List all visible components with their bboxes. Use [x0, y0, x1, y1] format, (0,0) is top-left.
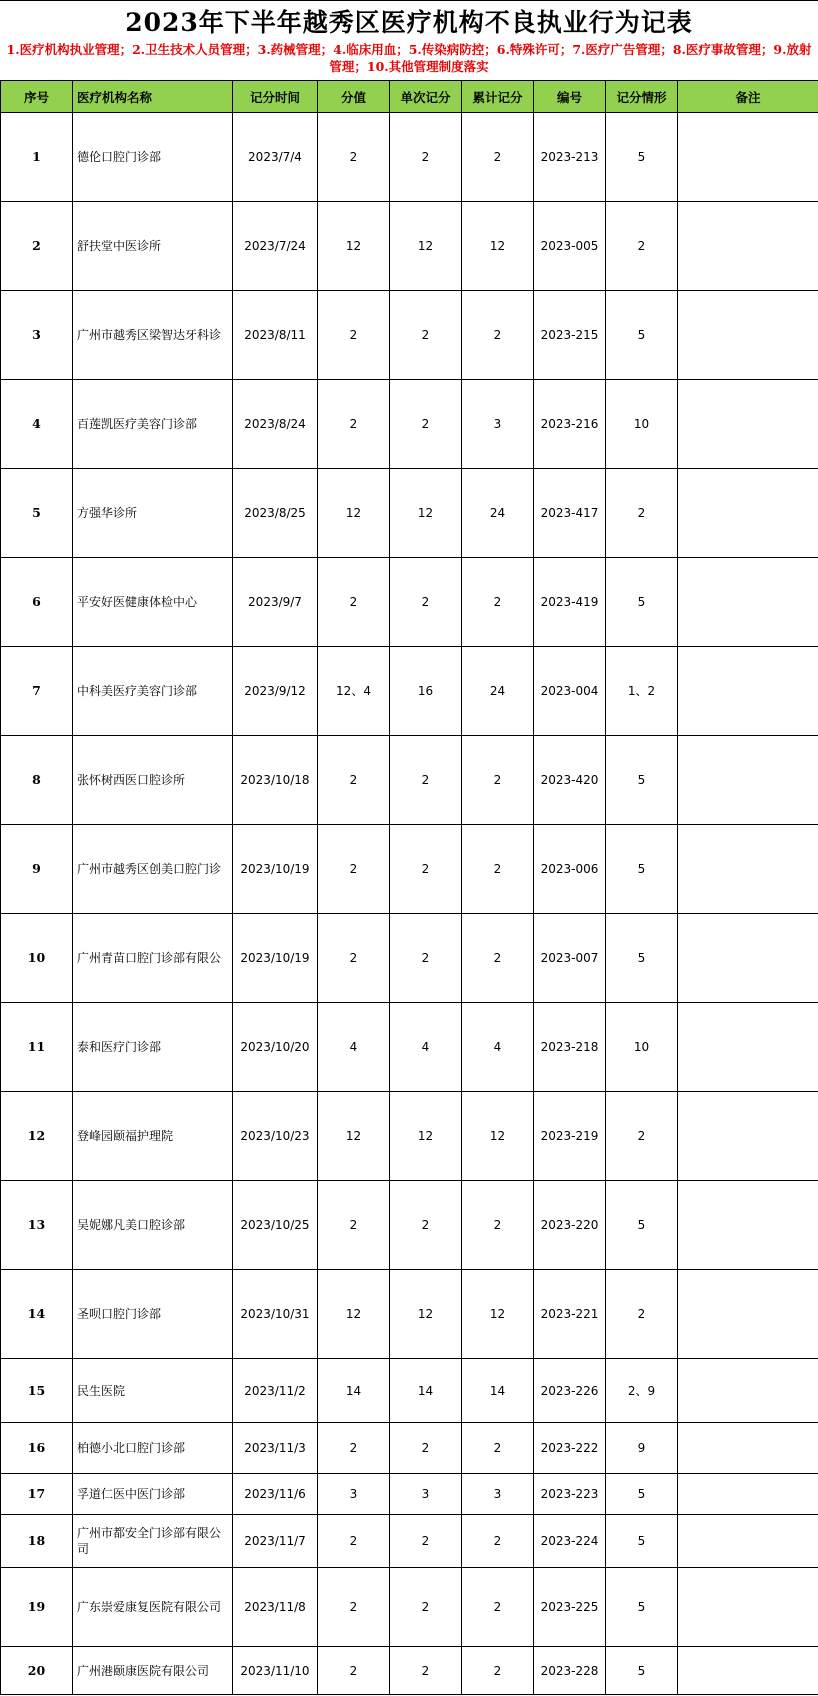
cell-seq: 15 [1, 1359, 73, 1423]
cell-name: 孚道仁医中医门诊部 [73, 1474, 233, 1515]
cell-seq: 19 [1, 1568, 73, 1647]
cell-name: 广州市越秀区梁智达牙科诊 [73, 291, 233, 380]
cell-name: 泰和医疗门诊部 [73, 1003, 233, 1092]
cell-name: 百莲凯医疗美容门诊部 [73, 380, 233, 469]
cell-situation: 5 [606, 113, 678, 202]
cell-single: 14 [390, 1359, 462, 1423]
cell-code: 2023-222 [534, 1423, 606, 1474]
cell-remark [678, 1359, 818, 1423]
cell-situation: 5 [606, 1181, 678, 1270]
cell-situation: 5 [606, 1474, 678, 1515]
cell-seq: 1 [1, 113, 73, 202]
cell-score: 2 [318, 736, 390, 825]
table-row [1, 825, 818, 914]
table-row [1, 1181, 818, 1270]
cell-seq: 9 [1, 825, 73, 914]
cell-code: 2023-224 [534, 1515, 606, 1568]
cell-cumulative: 2 [462, 736, 534, 825]
cell-seq: 2 [1, 202, 73, 291]
cell-cumulative: 14 [462, 1359, 534, 1423]
cell-cumulative: 3 [462, 380, 534, 469]
cell-score: 12 [318, 1092, 390, 1181]
cell-remark [678, 1568, 818, 1647]
cell-cumulative: 2 [462, 1647, 534, 1695]
cell-code: 2023-004 [534, 647, 606, 736]
cell-time: 2023/11/8 [233, 1568, 318, 1647]
table-row [1, 469, 818, 558]
cell-remark [678, 736, 818, 825]
header-remark: 备注 [678, 81, 818, 113]
cell-name: 广州市越秀区创美口腔门诊 [73, 825, 233, 914]
table-row [1, 1423, 818, 1474]
cell-situation: 1、2 [606, 647, 678, 736]
cell-single: 2 [390, 1568, 462, 1647]
cell-name: 舒扶堂中医诊所 [73, 202, 233, 291]
cell-remark [678, 380, 818, 469]
cell-name: 登峰园颐福护理院 [73, 1092, 233, 1181]
cell-time: 2023/10/19 [233, 914, 318, 1003]
cell-name: 民生医院 [73, 1359, 233, 1423]
cell-remark [678, 1474, 818, 1515]
cell-situation: 2 [606, 469, 678, 558]
cell-seq: 17 [1, 1474, 73, 1515]
cell-single: 2 [390, 736, 462, 825]
cell-situation: 10 [606, 1003, 678, 1092]
cell-code: 2023-419 [534, 558, 606, 647]
cell-single: 12 [390, 469, 462, 558]
cell-situation: 5 [606, 558, 678, 647]
table-row [1, 291, 818, 380]
cell-score: 12 [318, 469, 390, 558]
header-cumulative: 累计记分 [462, 81, 534, 113]
category-legend: 1.医疗机构执业管理；2.卫生技术人员管理；3.药械管理；4.临床用血；5.传染病防控；6.特殊许可；7.医疗广告管理；8.医疗事故管理；9.放射管理；10.其他管理制度落实 [6, 42, 812, 74]
cell-cumulative: 4 [462, 1003, 534, 1092]
table-row [1, 558, 818, 647]
cell-cumulative: 24 [462, 469, 534, 558]
cell-code: 2023-007 [534, 914, 606, 1003]
cell-cumulative: 2 [462, 1515, 534, 1568]
header-single: 单次记分 [390, 81, 462, 113]
table-row [1, 1515, 818, 1568]
cell-time: 2023/11/10 [233, 1647, 318, 1695]
cell-remark [678, 1423, 818, 1474]
table-row [1, 736, 818, 825]
cell-cumulative: 2 [462, 914, 534, 1003]
cell-name: 广东崇爱康复医院有限公司 [73, 1568, 233, 1647]
cell-remark [678, 1647, 818, 1695]
cell-single: 2 [390, 914, 462, 1003]
header-time: 记分时间 [233, 81, 318, 113]
cell-name: 吴妮娜凡美口腔诊部 [73, 1181, 233, 1270]
cell-situation: 10 [606, 380, 678, 469]
cell-cumulative: 2 [462, 113, 534, 202]
header-situation: 记分情形 [606, 81, 678, 113]
cell-name: 中科美医疗美容门诊部 [73, 647, 233, 736]
cell-time: 2023/10/25 [233, 1181, 318, 1270]
cell-remark [678, 825, 818, 914]
cell-seq: 5 [1, 469, 73, 558]
cell-name: 圣呗口腔门诊部 [73, 1270, 233, 1359]
records-table [0, 80, 818, 1695]
cell-name: 广州港颐康医院有限公司 [73, 1647, 233, 1695]
cell-seq: 8 [1, 736, 73, 825]
cell-time: 2023/10/19 [233, 825, 318, 914]
cell-code: 2023-006 [534, 825, 606, 914]
table-row [1, 1474, 818, 1515]
cell-seq: 16 [1, 1423, 73, 1474]
cell-score: 2 [318, 380, 390, 469]
cell-cumulative: 2 [462, 1423, 534, 1474]
cell-remark [678, 558, 818, 647]
header-row [1, 81, 818, 113]
cell-seq: 18 [1, 1515, 73, 1568]
cell-situation: 2 [606, 202, 678, 291]
cell-remark [678, 1092, 818, 1181]
cell-cumulative: 12 [462, 202, 534, 291]
cell-time: 2023/11/3 [233, 1423, 318, 1474]
cell-name: 广州市都安全门诊部有限公司 [73, 1515, 233, 1568]
cell-time: 2023/8/24 [233, 380, 318, 469]
cell-score: 12 [318, 202, 390, 291]
cell-seq: 6 [1, 558, 73, 647]
cell-score: 2 [318, 1647, 390, 1695]
cell-cumulative: 2 [462, 1181, 534, 1270]
cell-seq: 3 [1, 291, 73, 380]
records-body [1, 113, 818, 1695]
cell-score: 4 [318, 1003, 390, 1092]
cell-cumulative: 24 [462, 647, 534, 736]
cell-time: 2023/9/12 [233, 647, 318, 736]
cell-score: 2 [318, 914, 390, 1003]
cell-situation: 5 [606, 1515, 678, 1568]
cell-score: 2 [318, 1515, 390, 1568]
cell-cumulative: 2 [462, 1568, 534, 1647]
cell-single: 12 [390, 1270, 462, 1359]
cell-name: 广州青苗口腔门诊部有限公 [73, 914, 233, 1003]
cell-situation: 9 [606, 1423, 678, 1474]
cell-code: 2023-213 [534, 113, 606, 202]
cell-seq: 13 [1, 1181, 73, 1270]
cell-single: 2 [390, 1181, 462, 1270]
cell-single: 2 [390, 1647, 462, 1695]
cell-score: 14 [318, 1359, 390, 1423]
cell-remark [678, 113, 818, 202]
table-row [1, 1092, 818, 1181]
cell-time: 2023/11/2 [233, 1359, 318, 1423]
cell-cumulative: 2 [462, 291, 534, 380]
cell-time: 2023/10/18 [233, 736, 318, 825]
cell-remark [678, 1003, 818, 1092]
cell-score: 2 [318, 825, 390, 914]
cell-time: 2023/10/20 [233, 1003, 318, 1092]
cell-name: 平安好医健康体检中心 [73, 558, 233, 647]
header-code: 编号 [534, 81, 606, 113]
cell-time: 2023/9/7 [233, 558, 318, 647]
cell-single: 2 [390, 113, 462, 202]
cell-remark [678, 469, 818, 558]
cell-single: 2 [390, 1515, 462, 1568]
cell-score: 2 [318, 1181, 390, 1270]
cell-cumulative: 2 [462, 825, 534, 914]
cell-score: 2 [318, 558, 390, 647]
cell-remark [678, 291, 818, 380]
cell-code: 2023-223 [534, 1474, 606, 1515]
cell-seq: 4 [1, 380, 73, 469]
table-row [1, 380, 818, 469]
cell-score: 2 [318, 1568, 390, 1647]
cell-time: 2023/8/11 [233, 291, 318, 380]
cell-cumulative: 3 [462, 1474, 534, 1515]
cell-situation: 2、9 [606, 1359, 678, 1423]
cell-remark [678, 202, 818, 291]
cell-single: 12 [390, 202, 462, 291]
cell-code: 2023-005 [534, 202, 606, 291]
cell-score: 12、4 [318, 647, 390, 736]
cell-time: 2023/7/4 [233, 113, 318, 202]
cell-situation: 5 [606, 1647, 678, 1695]
cell-seq: 12 [1, 1092, 73, 1181]
cell-code: 2023-219 [534, 1092, 606, 1181]
cell-remark [678, 647, 818, 736]
cell-single: 2 [390, 558, 462, 647]
cell-code: 2023-420 [534, 736, 606, 825]
table-row [1, 647, 818, 736]
cell-code: 2023-215 [534, 291, 606, 380]
cell-remark [678, 1181, 818, 1270]
table-row [1, 202, 818, 291]
cell-single: 2 [390, 380, 462, 469]
cell-seq: 20 [1, 1647, 73, 1695]
cell-score: 2 [318, 113, 390, 202]
cell-name: 张怀树西医口腔诊所 [73, 736, 233, 825]
table-row [1, 914, 818, 1003]
cell-seq: 10 [1, 914, 73, 1003]
cell-situation: 5 [606, 914, 678, 1003]
cell-score: 2 [318, 1423, 390, 1474]
cell-seq: 14 [1, 1270, 73, 1359]
cell-situation: 5 [606, 291, 678, 380]
cell-single: 12 [390, 1092, 462, 1181]
cell-cumulative: 12 [462, 1270, 534, 1359]
header-name: 医疗机构名称 [73, 81, 233, 113]
cell-score: 12 [318, 1270, 390, 1359]
page-title: 2023年下半年越秀区医疗机构不良执业行为记表 [0, 0, 818, 40]
cell-remark [678, 1515, 818, 1568]
table-row [1, 1359, 818, 1423]
cell-situation: 5 [606, 736, 678, 825]
cell-time: 2023/7/24 [233, 202, 318, 291]
cell-remark [678, 1270, 818, 1359]
cell-code: 2023-218 [534, 1003, 606, 1092]
cell-name: 德伦口腔门诊部 [73, 113, 233, 202]
table-row [1, 1270, 818, 1359]
cell-code: 2023-228 [534, 1647, 606, 1695]
cell-name: 方强华诊所 [73, 469, 233, 558]
cell-code: 2023-220 [534, 1181, 606, 1270]
cell-single: 2 [390, 1423, 462, 1474]
cell-situation: 5 [606, 825, 678, 914]
cell-seq: 7 [1, 647, 73, 736]
cell-name: 柏德小北口腔门诊部 [73, 1423, 233, 1474]
cell-cumulative: 2 [462, 558, 534, 647]
cell-time: 2023/11/7 [233, 1515, 318, 1568]
table-row [1, 1647, 818, 1695]
cell-situation: 2 [606, 1092, 678, 1181]
cell-single: 3 [390, 1474, 462, 1515]
cell-situation: 5 [606, 1568, 678, 1647]
header-seq: 序号 [1, 81, 73, 113]
table-row [1, 1003, 818, 1092]
cell-remark [678, 914, 818, 1003]
cell-single: 2 [390, 825, 462, 914]
cell-code: 2023-226 [534, 1359, 606, 1423]
cell-time: 2023/10/23 [233, 1092, 318, 1181]
cell-code: 2023-221 [534, 1270, 606, 1359]
cell-single: 4 [390, 1003, 462, 1092]
cell-code: 2023-216 [534, 380, 606, 469]
cell-time: 2023/10/31 [233, 1270, 318, 1359]
cell-score: 2 [318, 291, 390, 380]
cell-code: 2023-417 [534, 469, 606, 558]
header-score: 分值 [318, 81, 390, 113]
cell-single: 2 [390, 291, 462, 380]
cell-time: 2023/11/6 [233, 1474, 318, 1515]
cell-time: 2023/8/25 [233, 469, 318, 558]
table-row [1, 1568, 818, 1647]
cell-cumulative: 12 [462, 1092, 534, 1181]
cell-seq: 11 [1, 1003, 73, 1092]
table-row [1, 113, 818, 202]
cell-situation: 2 [606, 1270, 678, 1359]
cell-single: 16 [390, 647, 462, 736]
cell-score: 3 [318, 1474, 390, 1515]
cell-code: 2023-225 [534, 1568, 606, 1647]
